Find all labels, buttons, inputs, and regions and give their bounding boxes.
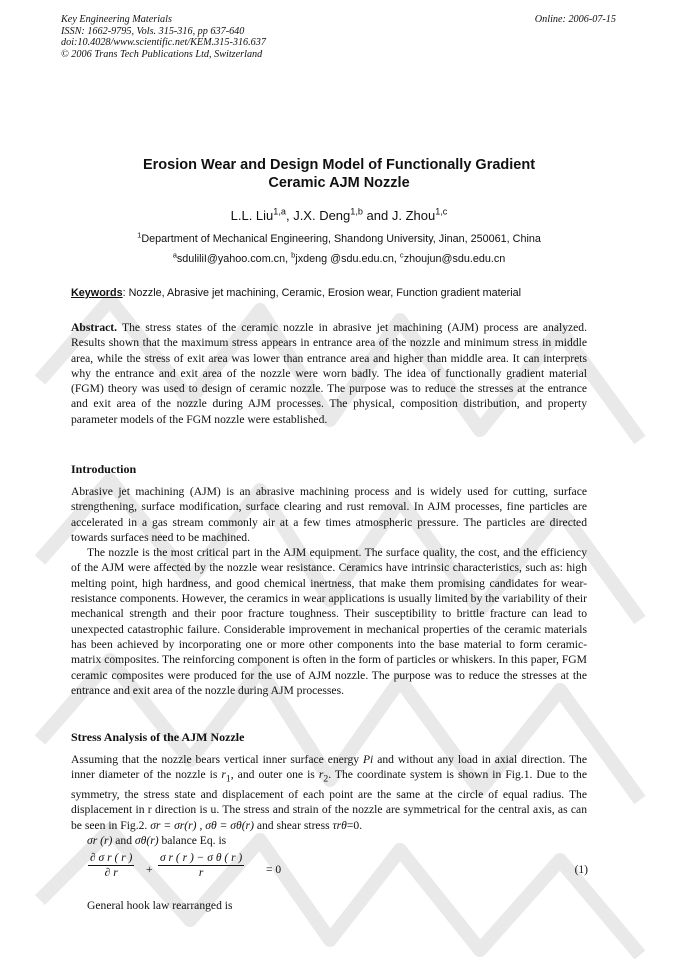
math-expr: σθ = σθ(r) [205, 818, 254, 832]
keywords [71, 287, 611, 299]
equation-1 [88, 852, 588, 892]
introduction-body [71, 484, 587, 698]
abstract-text: The stress states of the ceramic nozzle in abrasive jet machining (AJM) process are analyzed. Results shown that the maximum stress appears in entrance area of the nozzle and minimum stress in middle area, while the stress of exit area was lower than entrance area and higher than middle area. It can interprets why the entrance and exit area of the nozzle were worn badly. The idea of functionally gradient material (FGM) theory was used to design of ceramic nozzle. The purpose was to reduce the stresses at the entrance and exit area of the nozzle during AJM processes. The physical, composition distribution, and property parameter models of the FGM nozzle were established. [71, 321, 587, 426]
email-mark: b [291, 250, 296, 260]
author-affil-mark: 1,b [350, 206, 363, 217]
stress-body [71, 752, 587, 848]
paper-title [0, 156, 678, 192]
equals-zero: = 0 [266, 864, 282, 876]
journal-header [61, 14, 616, 60]
plus-sign: + [146, 864, 153, 876]
paragraph: Assuming that the nozzle bears vertical inner surface energy Pi and without any load in axial direction. The inner diameter of the nozzle is $r_1$, and outer one is $r_2$. The coordinate system is shown in Fig.1. Due to the symmetry, the stress state and displacement of each point are the same at the circle of equal radius. The displacement in r direction is u. The stress and strain of the nozzle are symmetrical for the central axis, as can be seen in Fig.2. σr = σr(r) , σθ = σθ(r) and shear stress τrθ=0. [71, 753, 587, 832]
abstract [71, 320, 587, 427]
title-line-2: Ceramic AJM Nozzle [268, 175, 410, 191]
author-affil-mark: 1,c [435, 206, 448, 217]
paragraph: σr (r) and σθ(r) balance Eq. is [87, 833, 227, 847]
math-expr: τrθ [332, 818, 347, 832]
doi-line: doi:10.4028/www.scientific.net/KEM.315-316.637 [61, 37, 266, 48]
email-mark: c [399, 250, 404, 260]
closing-line: General hook law rearranged is [87, 899, 233, 912]
introduction-heading: Introduction [71, 462, 137, 476]
email-mark: a [172, 250, 177, 260]
author-separator: and [362, 208, 392, 223]
author-separator: , [285, 208, 294, 223]
affiliation-mark: 1 [137, 230, 142, 240]
keywords-label: Keywords [71, 287, 123, 299]
math-expr: σr = σr(r) [150, 818, 197, 832]
author-name: J. Zhou [391, 208, 436, 223]
author-list [0, 208, 678, 223]
journal-name: Key Engineering Materials [61, 14, 172, 25]
keywords-text: : Nozzle, Abrasive jet machining, Ceramic, Erosion wear, Function gradient material [122, 287, 522, 299]
email-link: sduliliI@yahoo.com.cn, [176, 253, 292, 265]
paragraph: Abrasive jet machining (AJM) is an abrasive machining process and is widely used for cutting, surface strengthening, surface modification, surface clearing and rust removal. In AJM processes, fine particles are accelerated in a gas stream commonly air at a few times atmospheric pressure. The particles are directed towards surfaces need to be machined. [71, 485, 587, 544]
author-affil-mark: 1,a [273, 206, 286, 217]
affiliation [0, 230, 678, 245]
copyright-line: © 2006 Trans Tech Publications Ltd, Switzerland [61, 48, 263, 60]
fraction: $\frac{\text{∂ σ r ( r )}}{\partial r}$ [90, 852, 133, 879]
title-line-1: Erosion Wear and Design Model of Functionally Gradient [142, 157, 536, 173]
author-emails [0, 250, 678, 265]
affiliation-text: Department of Mechanical Engineering, Shandong University, Jinan, 250061, China [141, 233, 541, 245]
author-name: L.L. Liu [230, 208, 274, 223]
abstract-label: Abstract. [71, 321, 118, 334]
stress-heading: Stress Analysis of the AJM Nozzle [71, 730, 245, 744]
email-link: zhoujun@sdu.edu.cn [403, 253, 506, 265]
issn-line: ISSN: 1662-9795, Vols. 315-316, pp 637-640 [61, 25, 245, 37]
email-link: jxdeng @sdu.edu.cn, [295, 253, 400, 265]
paragraph: The nozzle is the most critical part in the AJM equipment. The surface quality, the cost, and the efficiency of the AJM were affected by the nozzle wear resistance. Ceramics have intrinsic characteristics, such as: high melting point, high hardness, and good chemical inertness, that make them promising candidates for wear-resistance components. However, the ceramics in wear applications is usually limited by the variability of their mechanical strength and their poor fracture toughness. Their susceptibility to brittle fracture can lead to unexpected catastrophic failure. Considerable improvement in mechanical properties of the ceramic materials has been achieved by incorporating one or more other components into the base material to form ceramic-matrix composites. The reinforcing component is often in the form of particles or whiskers. In this paper, FGM ceramic composites were produced for the use of AJM nozzle. The purpose was to reduce the stresses at the entrance and exit area of the nozzle during AJM processes. [71, 546, 587, 697]
equation-number: (1) [574, 864, 588, 876]
online-date: Online: 2006-07-15 [534, 14, 616, 25]
author-name: J.X. Deng [293, 208, 351, 223]
pi-symbol: Pi [362, 753, 374, 766]
fraction: $\frac{\text{σ r ( r ) − σ θ ( r )}}{r}$ [160, 852, 243, 879]
